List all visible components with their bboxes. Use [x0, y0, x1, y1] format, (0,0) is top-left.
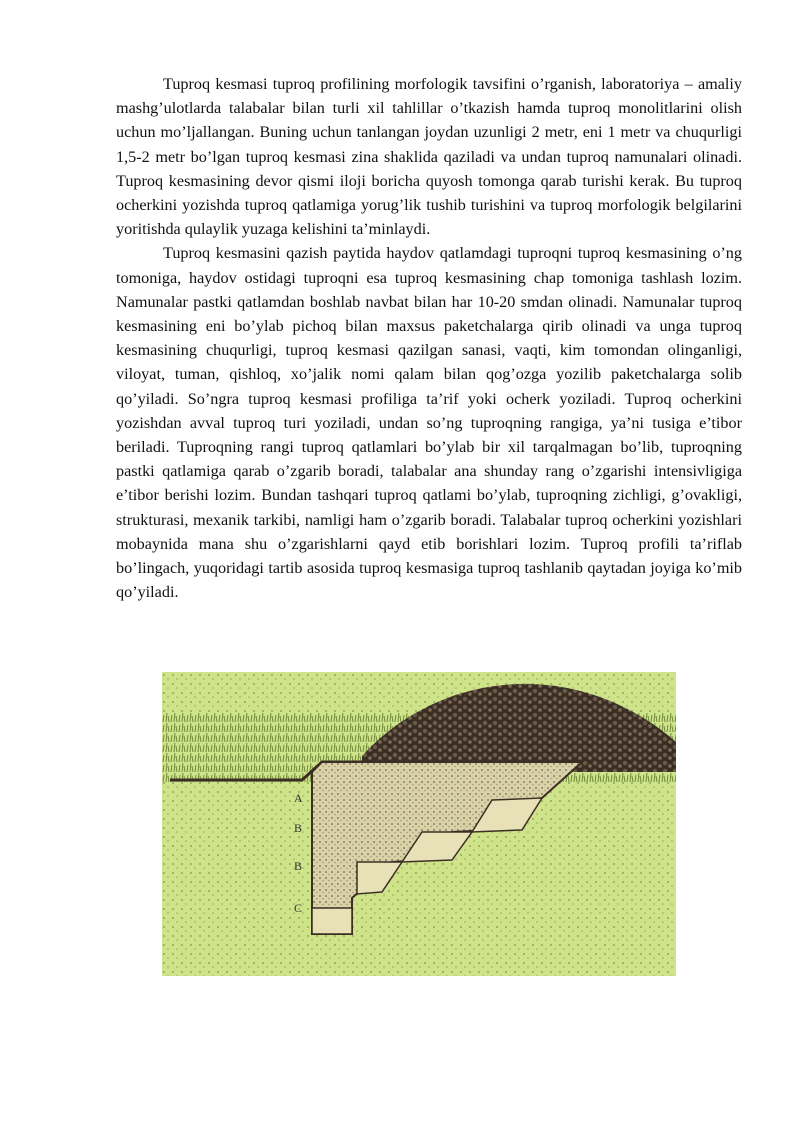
horizon-label-b1: B [294, 821, 303, 835]
document-body [116, 72, 742, 604]
horizon-label-a: A [294, 791, 303, 805]
paragraph-2: Tuproq kesmasini qazish paytida haydov qatlamdagi tuproqni tuproq kesmasining o’ng tomoniga, haydov ostidagi tuproqni esa tuproq kesmasining chap tomoniga tashlash lozim. Namunalar pastki qatlamdan boshlab navbat bilan har 10-20 smdan olinadi. Namunalar tuproq kesmasining eni bo’ylab pichoq bilan maxsus paketchalarga qirib olinadi va unga tuproq kesmasining chuqurligi, tuproq kesmasi qazilgan sanasi, vaqti, kim tomondan olinganligi, viloyat, tuman, qishloq, xo’jalik nomi qalam bilan qog’ozga yozilib paketchalarga solib qo’yiladi. So’ngra tuproq kesmasi profiliga ta’rif yoki ocherk yoziladi. Tuproq ocherkini yozishdan avval tuproq turi yoziladi, undan so’ng tuproqning rangiga, ya’ni tusiga e’tibor beriladi. Tuproqning rangi tuproq qatlamlari bo’ylab bir xil tarqalmagan bo’lib, tuproqning pastki qatlamiga qarab o’zgarib boradi, talabalar ana shunday rang o’zgarishi intensivligiga e’tibor berishi lozim. Bundan tashqari tuproq qatlami bo’ylab, tuproqning zichligi, g’ovakligi, strukturasi, mexanik tarkibi, namligi ham o’zgarib boradi. Talabalar tuproq ocherkini yozishlari mobaynida mana shu o’zgarishlarni qayd etib borishlari lozim. Tuproq profili ta’riflab bo’lingach, yuqoridagi tartib asosida tuproq kesmasiga tuproq tashlanib qaytadan joyiga ko’mib qo’yiladi. [116, 244, 742, 602]
horizon-label-b2: B [294, 859, 303, 873]
horizon-label-c: C [294, 901, 303, 915]
soil-pit-illustration [162, 672, 676, 976]
pit-bottom [312, 908, 352, 934]
paragraph-1: Tuproq kesmasi tuproq profilining morfologik tavsifini o’rganish, laboratoriya – amaliy mashg’ulotlarda talabalar bilan turli xil tahlillar o’tkazish hamda tuproq monolitlarini olish uchun mo’ljallangan. Buning uchun tanlangan joydan uzunligi 2 metr, eni 1 metr va chuqurligi 1,5-2 metr bo’lgan tuproq kesmasi zina shaklida qaziladi va undan tuproq namunalari olinadi. Tuproq kesmasining devor qismi iloji boricha quyosh tomonga qarab turishi kerak. Bu tuproq ocherkini yozishda tuproq qatlamiga yorug’lik tushib turishini va tuproq morfologik belgilarini yoritishda qulaylik yuzaga kelishini ta’minlaydi. [116, 75, 742, 239]
soil-pit-drawing [162, 672, 676, 976]
